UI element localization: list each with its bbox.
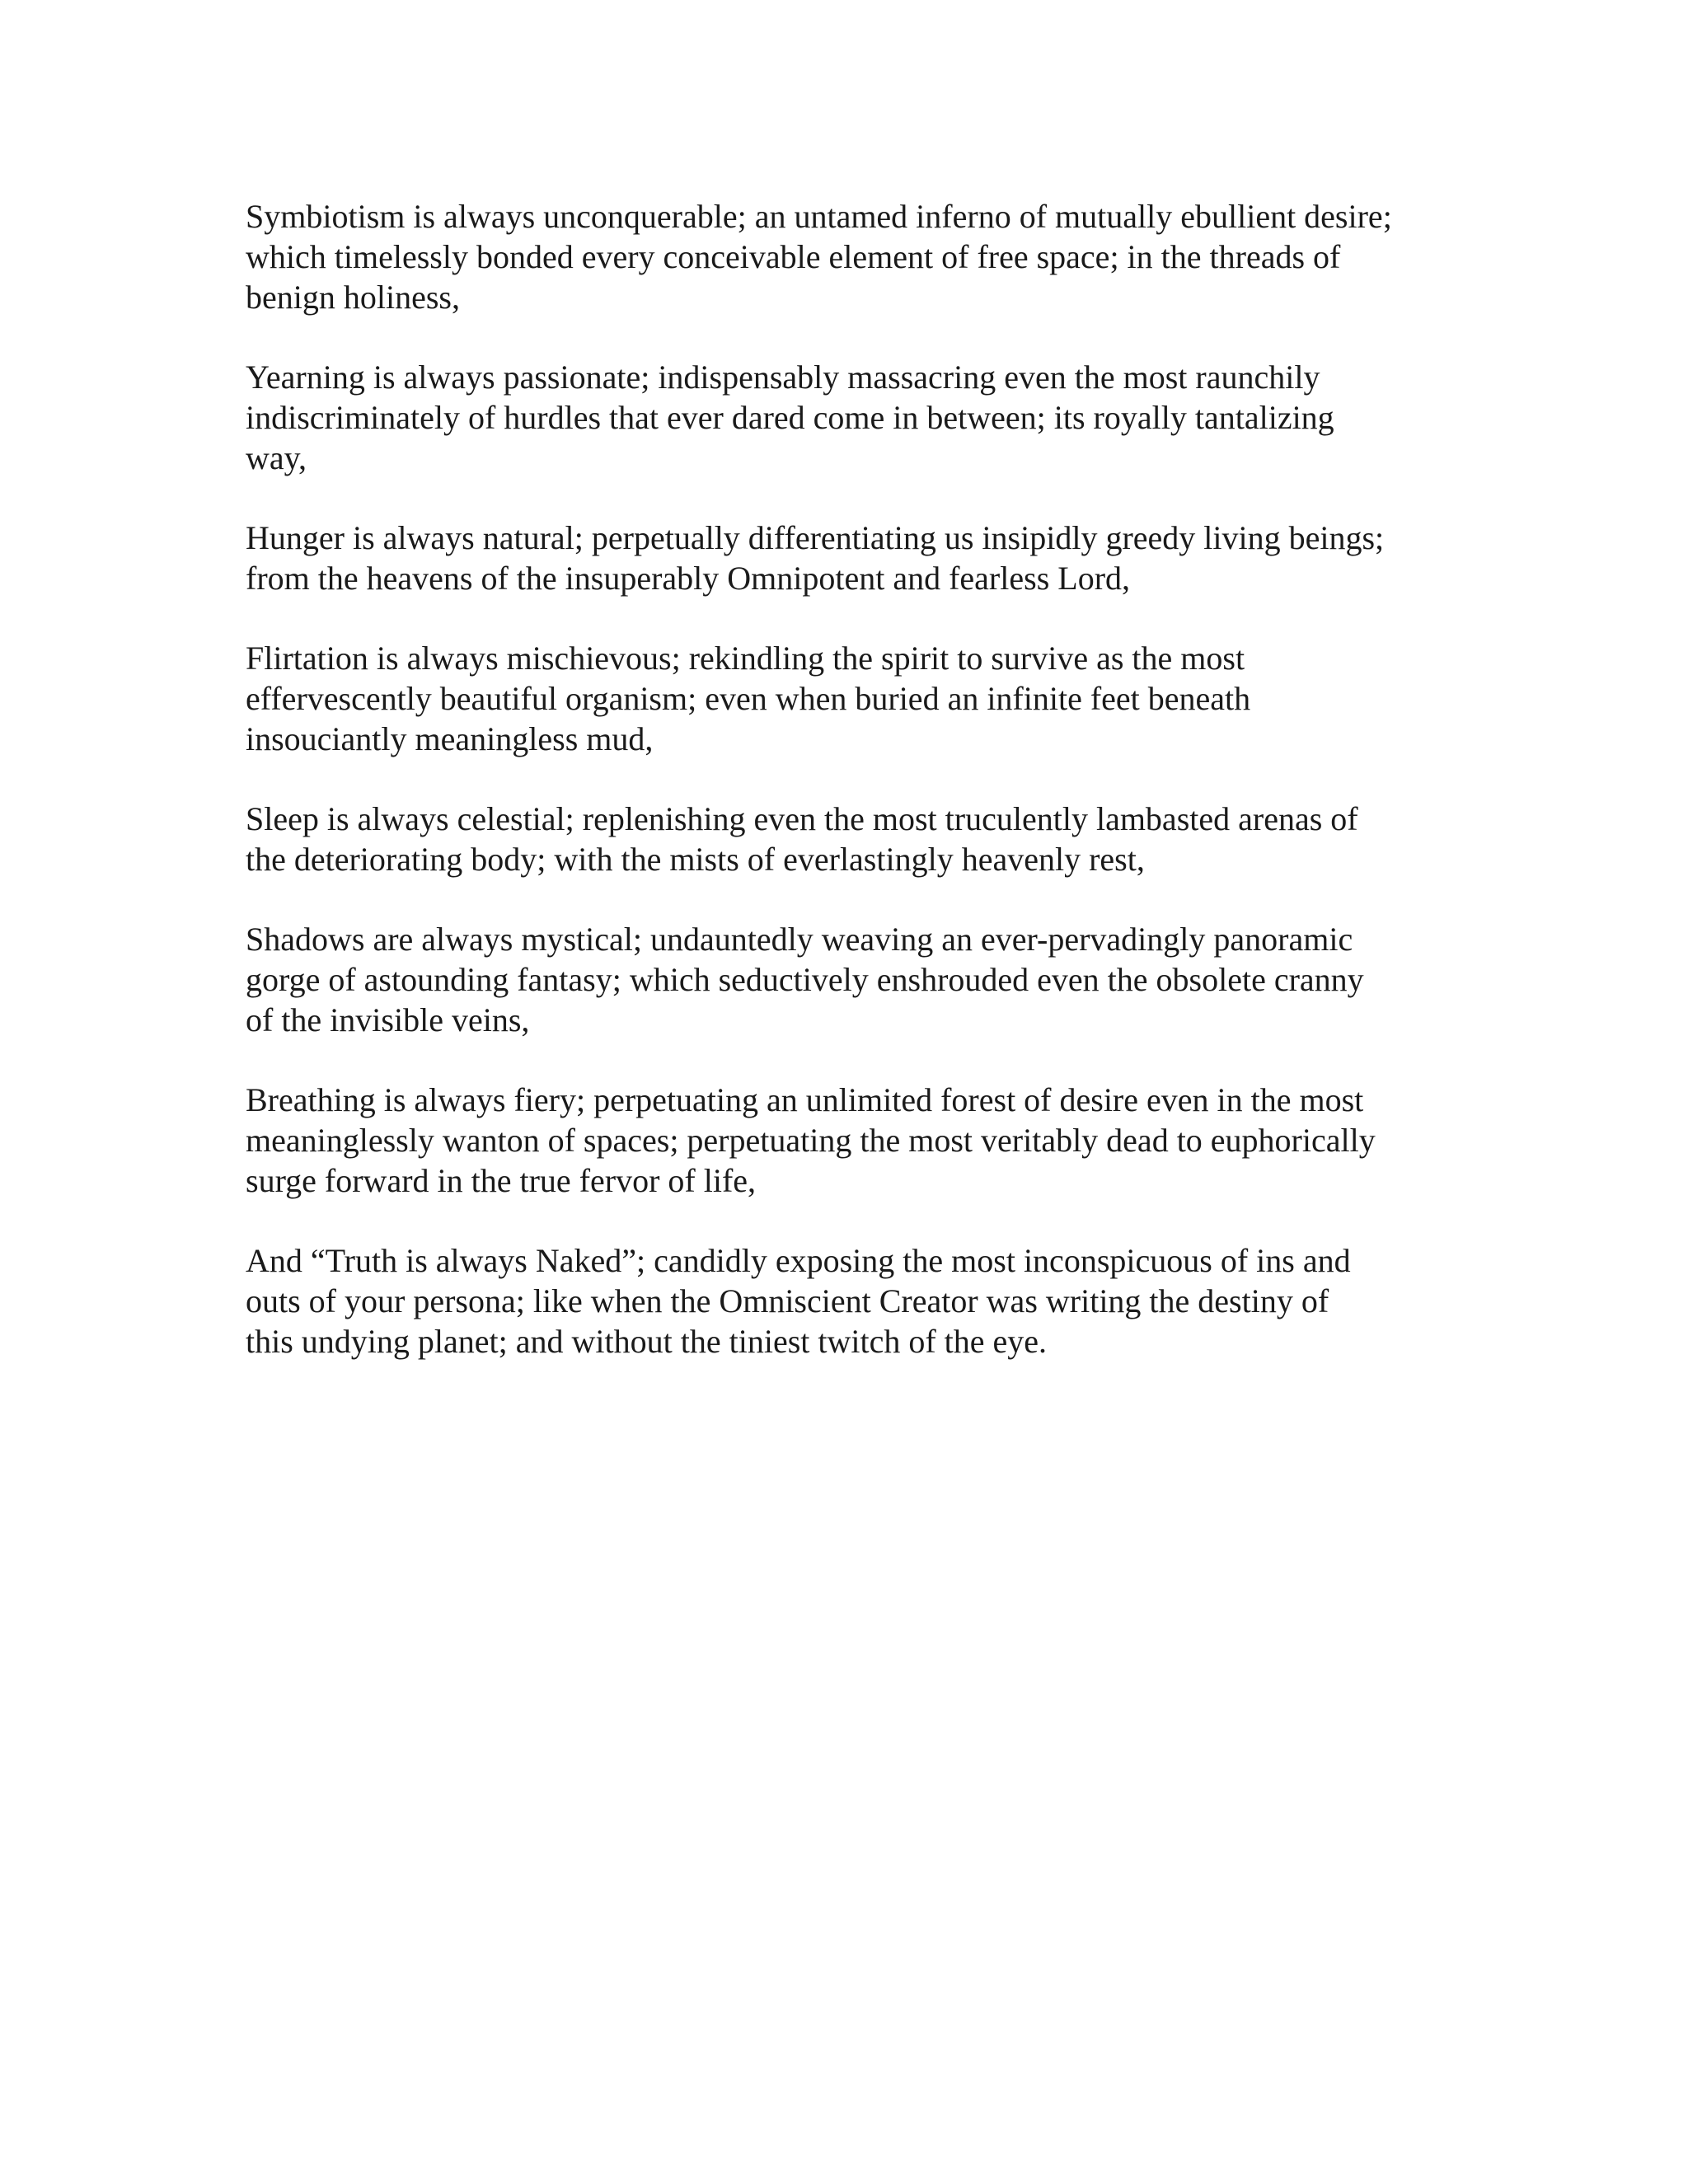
stanza-line: Shadows are always mystical; undauntedly weaving an ever-pervadingly panoramic [246,921,1353,958]
stanza-line: surge forward in the true fervor of life, [246,1162,757,1199]
stanza-4 [246,638,1449,759]
stanza-6 [246,919,1449,1040]
stanza-5 [246,799,1449,879]
stanza-7 [246,1080,1449,1201]
stanza-line: from the heavens of the insuperably Omnipotent and fearless Lord, [246,560,1131,597]
stanza-line: Breathing is always fiery; perpetuating an unlimited forest of desire even in the most [246,1081,1364,1118]
stanza-line: gorge of astounding fantasy; which seductively enshrouded even the obsolete cranny [246,961,1364,998]
stanza-line: which timelessly bonded every conceivable element of free space; in the threads of [246,238,1341,275]
stanza-line: indiscriminately of hurdles that ever dared come in between; its royally tantalizing [246,399,1334,436]
stanza-line: of the invisible veins, [246,1001,530,1038]
stanza-line: effervescently beautiful organism; even when buried an infinite feet beneath [246,680,1251,717]
stanza-line: Hunger is always natural; perpetually differentiating us insipidly greedy living beings; [246,519,1385,556]
stanza-line: Yearning is always passionate; indispensably massacring even the most raunchily [246,359,1320,396]
stanza-2 [246,357,1449,478]
stanza-line: benign holiness, [246,279,460,316]
stanza-line: insouciantly meaningless mud, [246,720,654,757]
poem-body [246,196,1449,1401]
stanza-line: this undying planet; and without the tiniest twitch of the eye. [246,1323,1048,1360]
stanza-line: way, [246,439,307,476]
stanza-1 [246,196,1449,317]
stanza-line: And “Truth is always Naked”; candidly exposing the most inconspicuous of ins and [246,1242,1351,1279]
stanza-line: Symbiotism is always unconquerable; an untamed inferno of mutually ebullient desire; [246,198,1392,235]
stanza-line: Flirtation is always mischievous; rekindling the spirit to survive as the most [246,640,1245,677]
stanza-line: the deteriorating body; with the mists of everlastingly heavenly rest, [246,841,1145,878]
stanza-line: outs of your persona; like when the Omniscient Creator was writing the destiny of [246,1282,1329,1319]
stanza-8 [246,1240,1449,1361]
stanza-3 [246,518,1449,598]
stanza-line: Sleep is always celestial; replenishing even the most truculently lambasted arenas of [246,800,1358,837]
stanza-line: meaninglessly wanton of spaces; perpetuating the most veritably dead to euphorically [246,1122,1376,1159]
